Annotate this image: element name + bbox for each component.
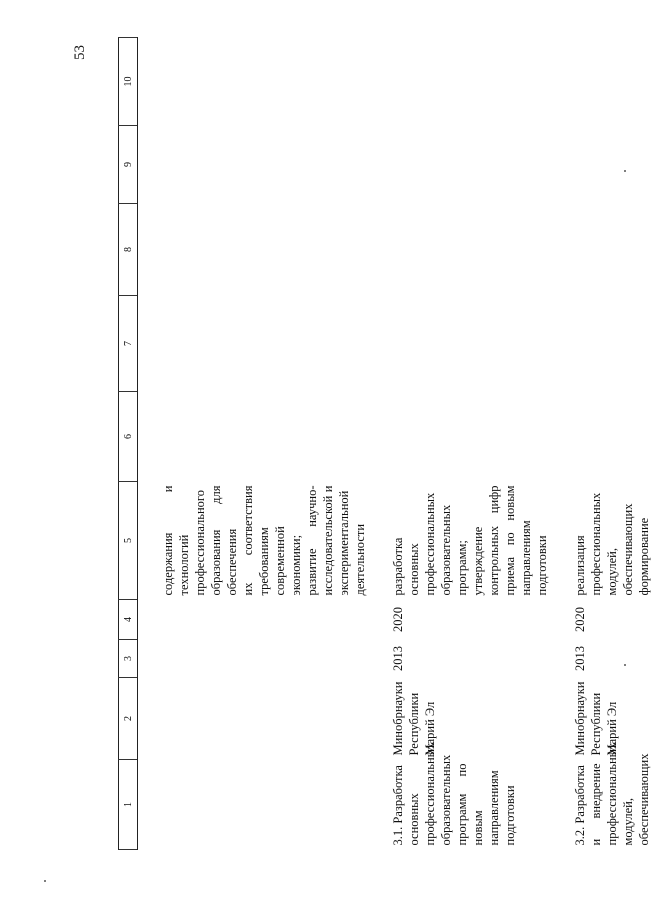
cell-line: 3.2. Разработка [573,765,587,846]
scan-speck [44,880,46,882]
cell-line: Минобрнауки [391,681,405,756]
col-header-6: 6 [119,392,138,482]
cell-line: экономики; [289,534,303,596]
cell-line: утверждение [471,526,485,596]
cell-line: приема по новым [503,485,517,596]
cell-line: формирование [637,517,651,596]
measure-cell [572,742,652,850]
cell-line: требованиям [257,527,271,596]
cell-line: образования для [209,485,223,596]
continuation-row [160,38,368,850]
cell-line: образовательных [439,504,453,596]
start-year-cell: 2013 [391,646,405,671]
cell-line: Минобрнауки [573,681,587,756]
col-header-3: 3 [119,640,138,678]
cell-line: программ; [455,540,469,596]
cell-line: направлениям [487,770,501,846]
header-row [119,38,138,850]
cell-line: профессиональных [589,492,603,596]
cell-line: модулей, [621,798,635,846]
rotated-document [118,38,651,850]
cell-line: современной [273,526,287,596]
col-header-7: 7 [119,296,138,392]
scan-speck [624,170,626,172]
col-header-8: 8 [119,204,138,296]
col-header-5: 5 [119,482,138,600]
table-row [572,38,652,850]
col-header-2: 2 [119,678,138,760]
cell-line: и внедрение [589,763,603,846]
end-year-cell: 2020 [391,607,405,632]
scan-speck [624,664,626,666]
cell-line: обеспечивающих [637,753,651,846]
plan-table [118,37,652,850]
responsible-cell [390,678,550,760]
cell-line: профессиональных [423,742,437,846]
cell-line: исследовательской и [321,485,335,596]
cell-line: содержания и [161,485,175,596]
col-header-4: 4 [119,600,138,640]
cell-line: Марий Эл [423,701,437,756]
cell-line: обеспечивающих [621,503,635,596]
measure-cell [390,742,550,850]
cell-line: реализация [573,535,587,596]
cell-line: Республики [407,692,421,756]
end-year-cell: 2020 [573,607,587,632]
cell-line: обеспечения [225,528,239,596]
cell-line: направлениям [519,520,533,596]
cell-line: их соответствия [241,485,255,596]
cell-line: основных [407,543,421,596]
cell-line: 3.1. Разработка [391,765,405,846]
cell-line: разработка [391,537,405,596]
cell-line: контрольных цифр [487,485,501,596]
cell-line: профессиональных [423,492,437,596]
table-row [390,38,550,850]
result-cell [390,482,550,600]
cell-line: основных [407,793,421,846]
cell-line: программ по новым [455,763,485,846]
col-header-1: 1 [119,760,138,850]
cell-line: подготовки [503,785,517,846]
cell-line: Республики [589,692,603,756]
cell-line: профессионального [193,490,207,596]
cell-line: подготовки [535,535,549,596]
start-year-cell: 2013 [573,646,587,671]
cell-line: развитие научно- [305,485,319,596]
col-header-9: 9 [119,126,138,204]
page-number: 53 [72,45,88,60]
cell-line: экспериментальной [337,490,351,596]
cell-line: деятельности [353,523,367,596]
cell-line: Марий Эл [605,701,619,756]
responsible-cell [572,678,652,760]
cell-line: профессиональных [605,742,619,846]
result-cell [572,482,652,600]
cell-line: образовательных [439,754,453,846]
cell-line: технологий [177,534,191,596]
cell-line: модулей, [605,548,619,596]
col-header-10: 10 [119,38,138,126]
continuation-result-cell [160,482,368,600]
